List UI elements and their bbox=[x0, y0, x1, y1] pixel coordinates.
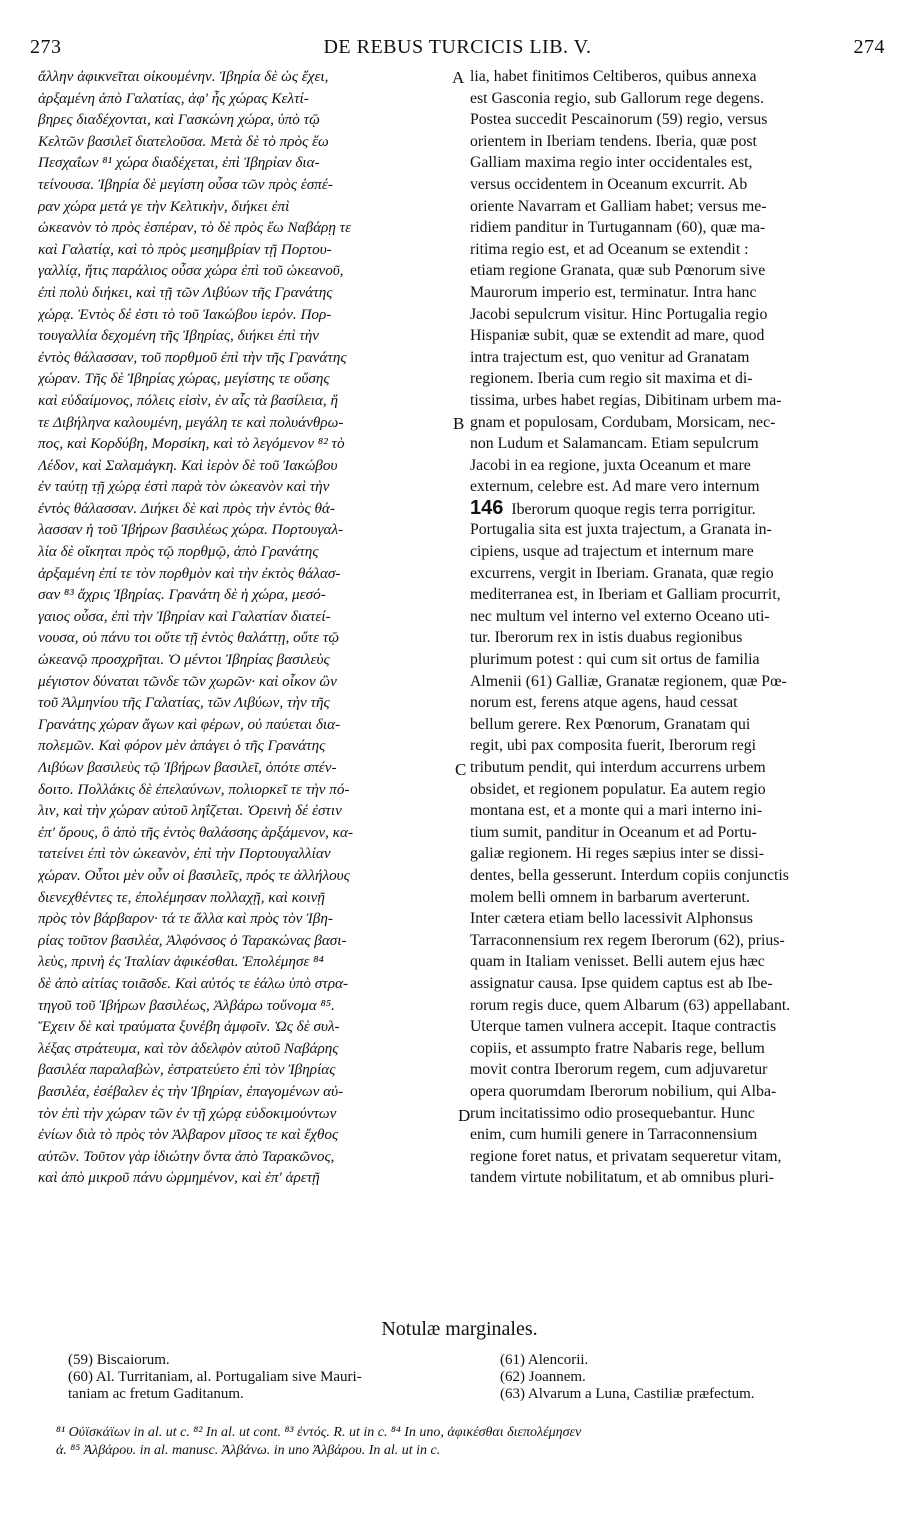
latin-text-line: mediterranea est, in Iberiam et Galliam procurrit, bbox=[470, 586, 781, 604]
latin-text-line: Portugalia sita est juxta trajectum, a Granata in- bbox=[470, 521, 772, 539]
greek-text-line: πος, καὶ Κορδύβη, Μορσίκη, καὶ τὸ λεγόμενον ⁸² τὸ bbox=[38, 435, 345, 453]
greek-text-line: τε Διβήληνα καλουμένη, μεγάλη τε καὶ πολυάνθρω- bbox=[38, 413, 344, 431]
latin-text-line: tur. Iberorum rex in istis duabus regionibus bbox=[470, 629, 743, 647]
latin-text-line: regionem. Iberia cum regio sit maxima et di- bbox=[470, 370, 753, 388]
latin-text-line: ridiem panditur in Turtugannam (60), quæ ma- bbox=[470, 219, 766, 237]
greek-text-line: λεὺς, πρινὴ ἐς Ἰταλίαν ἀφικέσθαι. Ἐπολέμησε ⁸⁴ bbox=[38, 953, 324, 971]
greek-text-line: γαιος οὖσα, ἐπὶ τὴν Ἰβηρίαν καὶ Γαλατίαν διατεί- bbox=[38, 607, 331, 625]
latin-text-column bbox=[470, 66, 880, 1189]
latin-text-line: plurimum potest : qui cum sit ortus de familia bbox=[470, 651, 760, 669]
latin-text-line: etiam regione Granata, quæ sub Pœnorum sive bbox=[470, 262, 766, 280]
latin-text-line: Postea succedit Pescainorum (59) regio, versus bbox=[470, 111, 768, 129]
greek-text-line: γαλλίᾳ, ἥτις παράλιος οὖσα χώρα ἐπὶ τοῦ ὠκεανοῦ, bbox=[38, 262, 344, 280]
greek-text-line: ὠκεανὸν τὸ πρὸς ἑσπέραν, τὸ δὲ πρὸς ἕω Ναβάρῃ τε bbox=[38, 219, 352, 237]
marginal-notes-left bbox=[68, 1352, 488, 1403]
latin-text-line: enim, cum humili genere in Tarraconnensium bbox=[470, 1126, 758, 1144]
marginal-note-line: (62) Joannem. bbox=[500, 1369, 586, 1385]
latin-text-line: externum, celebre est. Ad mare vero internum bbox=[470, 478, 760, 496]
latin-text-line: est Gasconia regio, sub Gallorum rege degens. bbox=[470, 89, 764, 107]
latin-text-line: ritima regio est, et ad Oceanum se extendit : bbox=[470, 240, 749, 258]
footnote-line: ἀ. ⁸⁵ Ἀλβάρου. in al. manusc. Ἀλβάνω. in uno Ἀλβάρου. In al. ut in c. bbox=[56, 1443, 441, 1458]
greek-text-line: λία δὲ οἴκηται πρὸς τῷ πορθμῷ, ἀπὸ Γρανάτης bbox=[38, 543, 319, 561]
greek-text-line: ἐπ' ὄρους, ὃ ἀπὸ τῆς ἐντὸς θαλάσσης ἀρξάμενον, κα- bbox=[38, 823, 353, 841]
greek-text-line: τὸν ἐπὶ τὴν χώραν τῶν ἐν τῇ χώρᾳ εὐδοκιμούντων bbox=[38, 1104, 337, 1122]
latin-text-line: non Ludum et Salamancam. Etiam sepulcrum bbox=[470, 435, 759, 453]
latin-text-line: bellum gerere. Rex Pœnorum, Granatam qui bbox=[470, 715, 751, 733]
greek-text-line: Γρανάτης χώραν ἄγων καὶ φέρων, οὐ παύεται δια- bbox=[38, 715, 341, 733]
greek-text-line: σαν ⁸³ ἄχρις Ἰβηρίας. Γρανάτη δὲ ἡ χώρα, μεσό- bbox=[38, 586, 326, 604]
latin-text-line: cipiens, usque ad trajectum et internum mare bbox=[470, 543, 754, 561]
greek-text-line: ἀρξαμένη ἀπὸ Γαλατίας, ἀφ' ἧς χώρας Κελτί- bbox=[38, 89, 309, 107]
greek-text-line: καὶ ἀπὸ μικροῦ πάνυ ὡρμημένον, καὶ ἐπ' ἀρετῇ bbox=[38, 1169, 320, 1187]
greek-text-line: δοιτο. Πολλάκις δὲ ἐπελαύνων, πολιορκεῖ τε τὴν πό- bbox=[38, 780, 350, 798]
greek-text-line: τουγαλλία δεχομένη τῆς Ἰβηρίας, διήκει ἐπὶ τὴν bbox=[38, 327, 320, 345]
latin-text-line: Galliam maxima regio inter occidentales est, bbox=[470, 154, 753, 172]
marginal-notes-right bbox=[500, 1352, 880, 1403]
greek-text-line: βηρες διαδέχονται, καὶ Γασκώνη χώρα, ὑπὸ τῷ bbox=[38, 111, 320, 129]
greek-text-line: ἐντὸς θάλασσαν. Διήκει δὲ καὶ πρὸς τὴν ἐντὸς θά- bbox=[38, 499, 335, 517]
greek-text-line: μέγιστον δύναται τῶνδε τῶν χωρῶν· καὶ οἶκον ὢν bbox=[38, 672, 337, 690]
greek-text-column bbox=[38, 66, 456, 1189]
latin-text-line: galiæ regionem. Hi reges sæpius inter se dissi- bbox=[470, 845, 764, 863]
latin-text-line: versus occidentem in Oceanum excurrit. Ab bbox=[470, 175, 748, 193]
latin-text-line: rum incitatissimo odio prosequebantur. Hunc bbox=[470, 1104, 755, 1122]
greek-text-line: καὶ Γαλατίᾳ, καὶ τὸ πρὸς μεσημβρίαν τῇ Πορτου- bbox=[38, 240, 332, 258]
greek-text-line: ἐνίων διὰ τὸ πρὸς τὸν Ἀλβαρον μῖσος τε καὶ ἔχθος bbox=[38, 1126, 339, 1144]
latin-text-line: quam in Italiam venisset. Belli autem ejus hæc bbox=[470, 953, 765, 971]
latin-text-line: regione foret natus, et privatam sequeretur vitam, bbox=[470, 1147, 782, 1165]
column-page-number: 146 bbox=[470, 497, 504, 519]
section-marker-c: C bbox=[455, 760, 467, 779]
running-title: DE REBUS TURCICIS LIB. V. bbox=[323, 36, 592, 58]
greek-text-line: χώραν. Οὗτοι μὲν οὖν οἱ βασιλεῖς, πρός τε ἀλλήλους bbox=[38, 866, 350, 884]
marginal-note-line: (59) Biscaiorum. bbox=[68, 1352, 170, 1368]
marginal-note-line: taniam ac fretum Gaditanum. bbox=[68, 1386, 244, 1402]
latin-text-line: excurrens, vergit in Iberiam. Granata, quæ regio bbox=[470, 564, 774, 582]
marginal-notes-title: Notulæ marginales. bbox=[381, 1318, 538, 1340]
greek-text-line: ἄλλην ἀφικνεῖται οἰκουμένην. Ἰβηρία δὲ ὡς ἔχει, bbox=[38, 68, 329, 85]
running-header bbox=[30, 36, 885, 62]
marginal-note-line: (60) Al. Turritaniam, al. Portugaliam sive Mauri- bbox=[68, 1369, 362, 1385]
latin-text-line: movit contra Iberorum regem, cum adjuvaretur bbox=[470, 1061, 768, 1079]
latin-text-line: opera quorumdam Iberorum nobilium, qui Alba- bbox=[470, 1082, 777, 1100]
latin-text-line: Inter cætera etiam bello lacessivit Alphonsus bbox=[470, 910, 753, 928]
greek-text-line: δὲ ἀπὸ αἰτίας τοιᾶσδε. Καὶ αὐτός τε ἑάλω ὑπὸ στρα- bbox=[38, 974, 349, 992]
latin-text-line: rorum regis duce, quem Albarum (63) appellabant. bbox=[470, 996, 791, 1014]
greek-text-line: ἐντὸς θάλασσαν, τοῦ πορθμοῦ ἐπὶ τὴν τῆς Γρανάτης bbox=[38, 348, 347, 366]
greek-text-line: χώρᾳ. Ἐντὸς δέ ἐστι τὸ τοῦ Ἰακώβου ἱερόν. Πορ- bbox=[38, 305, 332, 323]
greek-text-line: καὶ εὐδαίμονος, πόλεις εἰσὶν, ἐν αἷς τὰ βασίλεια, ἥ bbox=[38, 391, 338, 409]
section-marker-b: B bbox=[453, 414, 465, 433]
latin-text-line: 146 Iberorum quoque regis terra porrigitur. bbox=[470, 497, 756, 519]
greek-text-line: Λέδον, καὶ Σαλαμάγκη. Καὶ ἱερὸν δὲ τοῦ Ἰακώβου bbox=[38, 456, 338, 474]
latin-text-line: nec multum vel interno vel externo Oceano uti- bbox=[470, 607, 770, 625]
latin-text-line: intra trajectum est, quo venitur ad Granatam bbox=[470, 348, 750, 366]
greek-text-line: Λιβύων βασιλεὺς τῷ Ἰβήρων βασιλεῖ, ὁπότε σπέν- bbox=[38, 759, 337, 776]
greek-text-line: τείνουσα. Ἰβηρία δὲ μεγίστη οὖσα τῶν πρὸς ἑσπέ- bbox=[38, 175, 333, 193]
greek-text-line: ἐπὶ πολὺ διήκει, καὶ τῇ τῶν Λιβύων τῆς Γρανάτης bbox=[38, 283, 333, 301]
greek-text-line: Ἔχειν δὲ καὶ τραύματα ξυνέβη ἀμφοῖν. Ὡς δὲ συλ- bbox=[38, 1018, 340, 1036]
latin-text-line: Hispaniæ subit, quæ se extendit ad mare, quod bbox=[470, 327, 765, 345]
marginal-note-line: (61) Alencorii. bbox=[500, 1352, 589, 1368]
greek-text-line: αὐτῶν. Τοῦτον γὰρ ἰδιώτην ὄντα ἀπὸ Ταρακῶνος, bbox=[38, 1147, 335, 1165]
greek-text-line: βασιλέα παραλαβὼν, ἐστρατεύετο ἐπὶ τὸν Ἰβηρίας bbox=[38, 1061, 336, 1079]
latin-text-line: tributum pendit, qui interdum accurrens urbem bbox=[470, 759, 766, 776]
greek-text-line: Κελτῶν βασιλεῖ διατελοῦσα. Μετὰ δὲ τὸ πρὸς ἕω bbox=[38, 132, 329, 150]
greek-text-line: διενεχθέντες τε, ἐπολέμησαν πολλαχῇ, καὶ κοινῇ bbox=[38, 888, 325, 906]
latin-text-line: tium sumit, panditur in Oceanum et ad Portu- bbox=[470, 823, 757, 841]
greek-text-line: βασιλέα, ἐσέβαλεν ἐς τὴν Ἰβηρίαν, ἐπαγομένων αὐ- bbox=[38, 1082, 344, 1100]
greek-text-line: ὠκεανῷ προσχρῆται. Ὁ μέντοι Ἰβηρίας βασιλεὺς bbox=[38, 651, 330, 669]
latin-text-line: orientem in Iberiam tendens. Iberia, quæ post bbox=[470, 132, 757, 150]
greek-text-line: πολεμῶν. Καὶ φόρον μὲν ἀπάγει ὁ τῆς Γρανάτης bbox=[38, 737, 326, 755]
latin-text-line: Tarraconnensium rex regem Iberorum (62), prius- bbox=[470, 931, 785, 949]
greek-text-line: λιν, καὶ τὴν χώραν αὐτοῦ ληΐζεται. Ὀρεινὴ δέ ἐστιν bbox=[38, 802, 342, 820]
footnote-line: ⁸¹ Οὐϊσκάϊων in al. ut c. ⁸² In al. ut cont. ⁸³ ἐντός. R. ut in c. ⁸⁴ In uno, ἀφικέσθαι διεπολέμησεν bbox=[56, 1425, 582, 1440]
latin-text-line: Maurorum imperio est, terminatur. Intra hanc bbox=[470, 283, 757, 301]
greek-text-line: λασσαν ἡ τοῦ Ἰβήρων βασιλέως χώρα. Πορτουγαλ- bbox=[38, 521, 344, 539]
latin-text-line: oriente Navarram et Galliam habet; versus me- bbox=[470, 197, 767, 215]
greek-text-line: ρίας τοῦτον βασιλέα, Ἀλφόνσος ὁ Ταρακώνας βασι- bbox=[38, 931, 347, 949]
marginal-note-line: (63) Alvarum a Luna, Castiliæ præfectum. bbox=[500, 1386, 755, 1402]
greek-text-line: τηγοῦ τοῦ Ἰβήρων βασιλέως, Ἀλβάρω τοὔνομα ⁸⁵. bbox=[38, 996, 335, 1014]
latin-text-line: Jacobi sepulcrum visitur. Hinc Portugalia regio bbox=[470, 305, 768, 323]
latin-text-line: copiis, et assumpto fratre Nabaris rege, bellum bbox=[470, 1039, 765, 1057]
footnotes bbox=[56, 1424, 895, 1460]
latin-text-line: lia, habet finitimos Celtiberos, quibus annexa bbox=[470, 68, 757, 85]
latin-text-line: montana est, et a monte qui a mari interno ini- bbox=[470, 802, 763, 820]
greek-text-line: Πεσχαΐων ⁸¹ χώρα διαδέχεται, ἐπὶ Ἰβηρίαν δια- bbox=[38, 154, 320, 172]
latin-text-line: norum est, ferens atque agens, haud cessat bbox=[470, 694, 738, 712]
latin-text-line: tandem virtute nobilitatum, et ab omnibus pluri- bbox=[470, 1169, 775, 1187]
greek-text-line: ἀρξαμένη ἐπί τε τὸν πορθμὸν καὶ τὴν ἐκτὸς θάλασ- bbox=[38, 564, 341, 582]
greek-text-line: ἐν ταύτῃ τῇ χώρᾳ ἐστὶ παρὰ τὸν ὠκεανὸν καὶ τὴν bbox=[38, 478, 330, 496]
latin-text-line: Uterque tamen vulnera accepit. Itaque contractis bbox=[470, 1018, 777, 1036]
latin-text-line: molem belli omnem in barbarum averterunt. bbox=[470, 888, 750, 906]
latin-text-line: gnam et populosam, Cordubam, Morsicam, nec- bbox=[470, 413, 776, 431]
page-number-left: 273 bbox=[30, 36, 62, 58]
section-marker-a: A bbox=[452, 68, 465, 87]
section-marker-d: D bbox=[458, 1106, 471, 1125]
latin-text-line: assignatur causa. Ipse quidem captus est ab Ibe- bbox=[470, 974, 773, 992]
greek-text-line: τοῦ Ἀλμηνίου τῆς Γαλατίας, τῶν Λιβύων, τὴν τῆς bbox=[38, 694, 330, 712]
greek-text-line: πρὸς τὸν βάρβαρον· τά τε ἄλλα καὶ πρὸς τὸν Ἰβη- bbox=[38, 910, 333, 928]
latin-text-line: tissima, urbes habet regias, Dibitinam urbem ma- bbox=[470, 391, 782, 409]
latin-text-line: dentes, bella gesserunt. Interdum copiis conjunctis bbox=[470, 866, 789, 884]
greek-text-line: νουσα, οὐ πάνυ τοι οὔτε τῇ ἐντὸς θαλάττῃ, οὔτε τῷ bbox=[38, 629, 340, 647]
greek-text-line: λέξας στράτευμα, καὶ τὸν ἀδελφὸν αὐτοῦ Ναβάρης bbox=[38, 1039, 339, 1057]
latin-text-line: obsidet, et regionem populatur. Ea autem regio bbox=[470, 780, 766, 798]
greek-text-line: χώραν. Τῆς δὲ Ἰβηρίας χώρας, μεγίστης τε οὔσης bbox=[38, 370, 330, 388]
page-number-right: 274 bbox=[853, 36, 885, 58]
greek-text-line: ραν χώρα μετά γε τὴν Κελτικὴν, διήκει ἐπὶ bbox=[38, 197, 290, 215]
latin-text-line: Almenii (61) Galliæ, Granatæ regionem, quæ Pœ- bbox=[470, 672, 787, 690]
latin-text-line: Jacobi in ea regione, juxta Oceanum et mare bbox=[470, 456, 751, 474]
greek-text-line: τατείνει ἐπὶ τὸν ὠκεανὸν, ἐπὶ τὴν Πορτουγαλλίαν bbox=[38, 845, 331, 863]
latin-text-line: regit, ubi pax composita fuerit, Iberorum regi bbox=[470, 737, 757, 755]
